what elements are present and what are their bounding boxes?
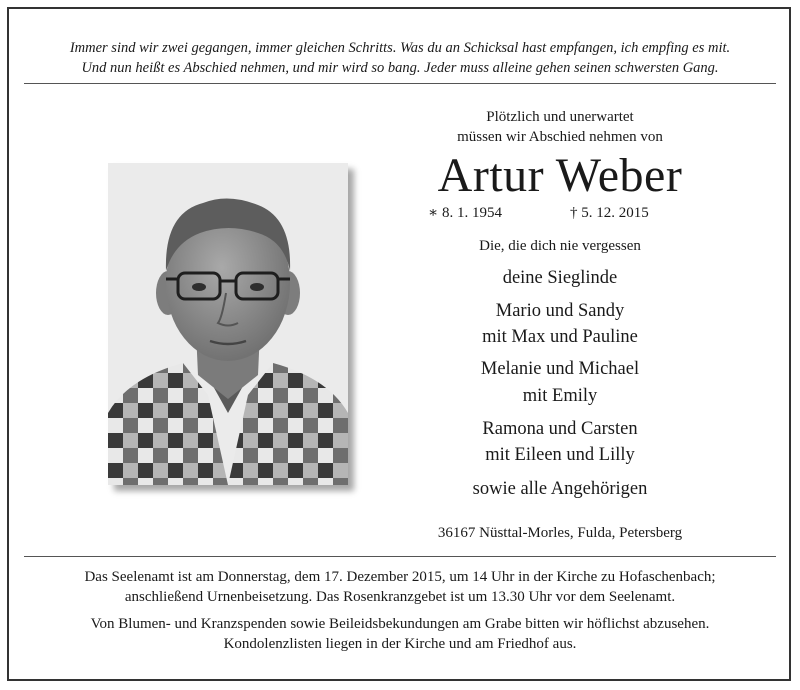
service-info	[20, 567, 780, 607]
verse-line-2: Und nun heißt es Abschied nehmen, und mir wird so bang. Jeder muss alleine gehen seinen schwersten Gang.	[81, 60, 719, 76]
birth-date: ∗ 8. 1. 1954	[428, 205, 502, 221]
family-line: Melanie und Michael	[480, 359, 640, 379]
family-line: Mario und Sandy	[495, 301, 625, 321]
family-line: deine Sieglinde	[502, 268, 618, 288]
family-line: Ramona und Carsten	[482, 419, 638, 439]
bottom-divider	[24, 556, 776, 557]
place-line: 36167 Nüsttal-Morles, Fulda, Petersberg	[437, 525, 683, 541]
service-line-2: anschließend Urnenbeisetzung. Das Rosenkranzgebet ist um 13.30 Uhr vor dem Seelenamt.	[124, 589, 676, 605]
intro-line-1: Plötzlich und unerwartet	[486, 109, 634, 125]
notice-line-1: Von Blumen- und Kranzspenden sowie Beileidsbekundungen am Grabe bitten wir höflichst abzusehen.	[90, 616, 710, 632]
verse-quote	[20, 38, 780, 78]
intro-text	[390, 107, 730, 147]
portrait-photo	[108, 163, 348, 485]
deceased-name: Artur Weber	[437, 149, 683, 202]
family-line: mit Eileen und Lilly	[485, 445, 635, 465]
death-date: † 5. 12. 2015	[570, 205, 649, 221]
top-divider	[24, 83, 776, 84]
portrait-image	[108, 163, 348, 485]
family-line: sowie alle Angehörigen	[472, 479, 648, 499]
intro-line-2: müssen wir Abschied nehmen von	[457, 129, 663, 145]
verse-line-1: Immer sind wir zwei gegangen, immer gleichen Schritts. Was du an Schicksal hast empfangen, ich empfing es mit.	[69, 40, 731, 56]
family-line: mit Max und Pauline	[482, 327, 638, 347]
condolence-notice	[20, 614, 780, 654]
mourners-intro: Die, die dich nie vergessen	[479, 238, 641, 254]
notice-line-2: Kondolenzlisten liegen in der Kirche und am Friedhof aus.	[223, 636, 577, 652]
service-line-1: Das Seelenamt ist am Donnerstag, dem 17. Dezember 2015, um 14 Uhr in der Kirche zu Hofaschenbach;	[84, 569, 716, 585]
family-line: mit Emily	[522, 386, 598, 406]
